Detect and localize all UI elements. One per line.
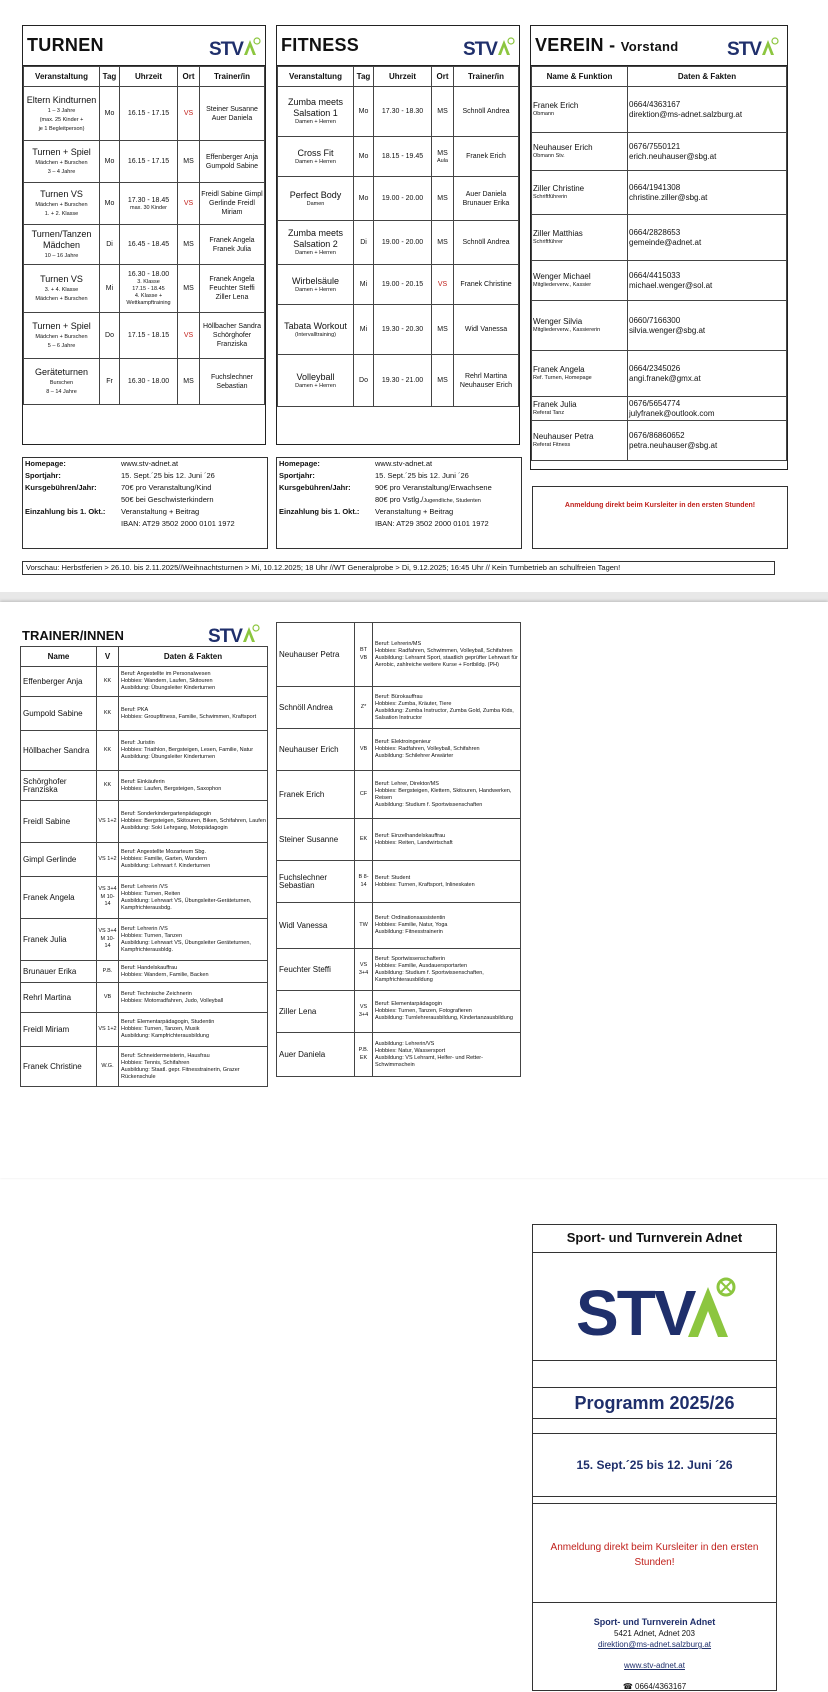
column-header: Veranstaltung	[24, 67, 100, 87]
trainer-group: B 8-14	[355, 861, 373, 903]
trainer-facts: Beruf: Elektroingenieur Hobbies: Radfahren, Volleyball, Schifahren Ausbildung: Schilehrer Anwärter	[373, 729, 521, 771]
table-row	[277, 729, 521, 771]
trainer-facts: Beruf: Bürokauffrau Hobbies: Zumba, Kräuter, Tiere Ausbildung: Zumba Instructor, Zumba Gold, Zumba Kids, Salsation Instructor	[373, 687, 521, 729]
day-cell: Mo	[100, 87, 120, 141]
trainer-cell: Schnöll Andrea	[454, 221, 519, 265]
fitness-title: FITNESS	[281, 35, 360, 55]
trainer-cell: Franek Angela Franek Julia	[200, 225, 265, 265]
table-row	[21, 877, 268, 919]
name-cell: Franek Julia Referat Tanz	[532, 397, 628, 421]
course-cell: Zumba meets Salsation 2 Damen + Herren	[278, 221, 354, 265]
trainer-facts: Beruf: Einzelhandelskauffrau Hobbies: Reiten, Landwirtschaft	[373, 819, 521, 861]
column-header: Name	[21, 647, 97, 667]
trainer-facts: Beruf: PKA Hobbies: Groupfitness, Familie, Schwimmen, Kraftsport	[119, 697, 268, 731]
table-row	[532, 171, 787, 215]
course-cell: Turnen VS 3. + 4. Klasse Mädchen + Burschen	[24, 265, 100, 313]
turnen-header	[23, 26, 265, 66]
course-cell: Eltern Kindturnen 1 – 3 Jahre (max. 25 Kinder + je 1 Begleitperson)	[24, 87, 100, 141]
trainer-group: VS 1+2	[97, 801, 119, 843]
table-row	[24, 141, 265, 183]
table-row	[278, 265, 519, 305]
trainer-cell: Widl Vanessa	[454, 305, 519, 355]
stva-logo	[463, 37, 515, 60]
trainer-name: Franek Julia	[21, 919, 97, 961]
day-cell: Fr	[100, 359, 120, 405]
table-row	[278, 221, 519, 265]
trainer-group: VB	[97, 983, 119, 1013]
table-row	[532, 397, 787, 421]
trainer-name: Effenberger Anja	[21, 667, 97, 697]
day-cell: Mo	[354, 87, 374, 137]
contact-phone: ☎ 0664/4363167	[622, 1682, 687, 1691]
email-link[interactable]: julyfranek@outlook.com	[629, 408, 715, 418]
contact-cell: 0676/7550121 erich.neuhauser@sbg.at	[628, 133, 787, 171]
stva-logo	[209, 37, 261, 60]
column-header: Trainer/in	[454, 67, 519, 87]
contact-block	[533, 1603, 776, 1692]
location-cell: MS	[432, 221, 454, 265]
table-row	[24, 87, 265, 141]
svg-text:STV: STV	[208, 626, 242, 647]
day-cell: Do	[100, 313, 120, 359]
trainer-group: VS 3+4	[355, 949, 373, 991]
time-cell: 18.15 - 19.45	[374, 137, 432, 177]
season-dates: 15. Sept.´25 bis 12. Juni ´26	[533, 1433, 776, 1497]
contact-web-link[interactable]: www.stv-adnet.at	[624, 1661, 685, 1670]
column-header: Ort	[178, 67, 200, 87]
contact-cell: 0676/5654774 julyfranek@outlook.com	[628, 397, 787, 421]
trainer-facts: Beruf: Sportwissenschafterin Hobbies: Familie, Ausdauersportarten Ausbildung: Studium f. Sportwissenschaften, Kampfrichterausbildung	[373, 949, 521, 991]
location-cell: VS	[178, 87, 200, 141]
name-cell: Wenger Michael Mitgliederverw., Kassier	[532, 261, 628, 301]
name-cell: Neuhauser Erich Obmann Stv.	[532, 133, 628, 171]
table-row	[278, 305, 519, 355]
name-cell: Wenger Silvia Mitgliederverw., Kassiererin	[532, 301, 628, 351]
trainer-cell: Rehrl Martina Neuhauser Erich	[454, 355, 519, 407]
trainer-name: Gimpl Gerlinde	[21, 843, 97, 877]
big-logo-area	[533, 1253, 776, 1361]
trainer-group: EK	[355, 819, 373, 861]
verein-panel	[530, 25, 788, 470]
table-row	[532, 301, 787, 351]
contact-cell: 0664/4363167 direktion@ms-adnet.salzburg.at	[628, 87, 787, 133]
table-row	[21, 697, 268, 731]
table-row	[21, 801, 268, 843]
trainer-group: P.B.	[97, 961, 119, 983]
trainer-name: Franek Christine	[21, 1047, 97, 1087]
trainer-name: Ziller Lena	[277, 991, 355, 1033]
location-cell: MS	[432, 177, 454, 221]
trainer-cell: Auer Daniela Brunauer Erika	[454, 177, 519, 221]
time-cell: 19.00 - 20.00	[374, 177, 432, 221]
trainer-cell: Franek Christine	[454, 265, 519, 305]
stva-big-logo	[576, 1275, 736, 1349]
day-cell: Di	[100, 225, 120, 265]
table-row	[21, 1047, 268, 1087]
table-row	[277, 819, 521, 861]
course-cell: Turnen/Tanzen Mädchen 10 – 16 Jahre	[24, 225, 100, 265]
email-link[interactable]: petra.neuhauser@sbg.at	[629, 440, 718, 450]
trainer-facts: Ausbildung: Lehrerin/VS Hobbies: Natur, Wassersport Ausbildung: VS Lehramt, Helfer- und Retter-Schwimmschein	[373, 1033, 521, 1077]
table-row	[21, 1013, 268, 1047]
table-row	[278, 177, 519, 221]
location-cell: MS	[178, 265, 200, 313]
time-cell: 17.15 - 18.15	[120, 313, 178, 359]
stva-logo	[208, 624, 260, 647]
trainer-facts: Beruf: Angestellte Mozarteum Sbg. Hobbies: Familie, Garten, Wandern Ausbildung: Lehrwart f. Kinderturnen	[119, 843, 268, 877]
table-row	[277, 991, 521, 1033]
svg-text:STV: STV	[463, 39, 497, 60]
table-row	[21, 731, 268, 771]
email-link[interactable]: gemeinde@adnet.at	[629, 237, 702, 247]
table-row	[24, 313, 265, 359]
contact-cell: 0664/4415033 michael.wenger@sol.at	[628, 261, 787, 301]
svg-text:STV: STV	[727, 39, 761, 60]
email-link[interactable]: silvia.wenger@sbg.at	[629, 325, 706, 335]
fitness-table	[277, 66, 519, 407]
verein-header	[531, 26, 787, 66]
table-row	[24, 265, 265, 313]
table-row	[21, 983, 268, 1013]
name-cell: Ziller Matthias Schriftführer	[532, 215, 628, 261]
time-cell: 16.15 - 17.15	[120, 87, 178, 141]
programm-title: Programm 2025/26	[533, 1387, 776, 1419]
time-cell: 16.30 - 18.00	[120, 359, 178, 405]
trainer-name: Rehrl Martina	[21, 983, 97, 1013]
course-cell: Cross Fit Damen + Herren	[278, 137, 354, 177]
anmeldung-note-2: Anmeldung direkt beim Kursleiter in den ersten Stunden!	[533, 1503, 776, 1603]
course-cell: Zumba meets Salsation 1 Damen + Herren	[278, 87, 354, 137]
time-cell: 16.15 - 17.15	[120, 141, 178, 183]
table-row	[532, 215, 787, 261]
trainer-name: Neuhauser Erich	[277, 729, 355, 771]
column-header: Daten & Fakten	[628, 67, 787, 87]
trainer-group: VS 3+4 M 10-14	[97, 919, 119, 961]
day-cell: Di	[354, 221, 374, 265]
trainer-group: VS 1+2	[97, 1013, 119, 1047]
location-cell: MS	[432, 305, 454, 355]
page-gap	[0, 592, 828, 602]
homepage-link[interactable]: www.stv-adnet.at	[121, 459, 179, 468]
time-cell: 19.00 - 20.00	[374, 221, 432, 265]
turnen-title: TURNEN	[27, 35, 104, 55]
trainer-name: Widl Vanessa	[277, 903, 355, 949]
name-cell: Neuhauser Petra Referat Fitness	[532, 421, 628, 461]
day-cell: Mo	[100, 141, 120, 183]
trainer-facts: Beruf: Sonderkindergartenpädagogin Hobbies: Bergsteigen, Skitouren, Biken, Schifahren, Laufen Ausbildung: Soki Lehrgang, Motopädagogin	[119, 801, 268, 843]
table-row	[278, 137, 519, 177]
trainer-cell: Effenberger Anja Gumpold Sabine	[200, 141, 265, 183]
email-link[interactable]: angi.franek@gmx.at	[629, 373, 701, 383]
email-link[interactable]: erich.neuhauser@sbg.at	[629, 151, 717, 161]
day-cell: Mi	[354, 265, 374, 305]
contact-cell: 0660/7166300 silvia.wenger@sbg.at	[628, 301, 787, 351]
trainer-group: KK	[97, 731, 119, 771]
course-cell: Perfect Body Damen	[278, 177, 354, 221]
day-cell: Mo	[100, 183, 120, 225]
trainer-cell: Freidl Sabine Gimpl Gerlinde Freidl Miriam	[200, 183, 265, 225]
trainer-facts: Beruf: Student Hobbies: Turnen, Kraftsport, Inlineskaten	[373, 861, 521, 903]
column-header: Trainer/in	[200, 67, 265, 87]
trainer-name: Neuhauser Petra	[277, 623, 355, 687]
trainer-facts: Beruf: Lehrer, Direktor/MS Hobbies: Bergsteigen, Klettern, Skitouren, Handwerken, Reisen Ausbildung: Studium f. Sportwissenschaften	[373, 771, 521, 819]
time-cell: 19.30 - 21.00	[374, 355, 432, 407]
verein-title: VEREIN - Vorstand	[535, 35, 679, 55]
time-cell: 16.30 - 18.00 3. Klasse 17.15 - 18.45 4. Klasse + Wettkampftraining	[120, 265, 178, 313]
table-row	[24, 183, 265, 225]
location-cell: MS	[432, 87, 454, 137]
contact-title: Sport- und Turnverein Adnet	[593, 1617, 716, 1627]
name-cell: Franek Erich Obmann	[532, 87, 628, 133]
column-header: Uhrzeit	[374, 67, 432, 87]
table-row	[532, 87, 787, 133]
table-row	[277, 687, 521, 729]
trainer-name: Schnöll Andrea	[277, 687, 355, 729]
trainer-cell: Fuchslechner Sebastian	[200, 359, 265, 405]
course-cell: Wirbelsäule Damen + Herren	[278, 265, 354, 305]
trainer-facts: Beruf: Handelskauffrau Hobbies: Wandern, Familie, Backen	[119, 961, 268, 983]
trainer-name: Feuchter Steffi	[277, 949, 355, 991]
day-cell: Mo	[354, 137, 374, 177]
trainer-facts: Beruf: Lehrerin/MS Hobbies: Radfahren, Schwimmen, Volleyball, Schifahren Ausbildung: Lehramt Sport, staatlich geprüfter Lehrwart für Aerobic, zahlreiche weitere Kurse + Fortbildg. (PH)	[373, 623, 521, 687]
table-row	[277, 623, 521, 687]
trainer-title: TRAINER/INNEN	[22, 628, 124, 643]
anmeldung-note: Anmeldung direkt beim Kursleiter in den ersten Stunden!	[532, 486, 788, 549]
trainer-name: Franek Angela	[21, 877, 97, 919]
trainer-name: Brunauer Erika	[21, 961, 97, 983]
table-row	[277, 861, 521, 903]
trainer-name: Schörghofer Franziska	[21, 771, 97, 801]
trainer-name: Freidl Miriam	[21, 1013, 97, 1047]
trainer-facts: Beruf: Lehrerin /VS Hobbies: Turnen, Tanzen Ausbildung: Lehrwart VS, Übungsleiter Geräteturnen, Kampfrichterausbldg.	[119, 919, 268, 961]
trainer-facts: Beruf: Schneidermeisterin, Hausfrau Hobbies: Tennis, Schifahren Ausbildung: Staatl. gepr. Fitnesstrainerin, Grazer Rückenschule	[119, 1047, 268, 1087]
course-cell: Volleyball Damen + Herren	[278, 355, 354, 407]
trainer-name: Auer Daniela	[277, 1033, 355, 1077]
table-row	[24, 225, 265, 265]
location-cell: MS	[178, 141, 200, 183]
table-row	[21, 961, 268, 983]
email-link[interactable]: michael.wenger@sol.at	[629, 280, 713, 290]
table-row	[21, 771, 268, 801]
location-cell: VS	[178, 313, 200, 359]
column-header: Veranstaltung	[278, 67, 354, 87]
time-cell: 19.00 - 20.15	[374, 265, 432, 305]
contact-cell: 0664/2345026 angi.franek@gmx.at	[628, 351, 787, 397]
trainer-table-left	[20, 646, 268, 1087]
table-row	[532, 421, 787, 461]
trainer-group: KK	[97, 771, 119, 801]
info-turnen: Homepage: www.stv-adnet.at Sportjahr: 15. Sept.´25 bis 12. Juni ´26 Kursgebühren/Jahr: 70€ pro Veranstaltung/Kind 50€ bei Geschwisterkindern Einzahlung bis 1. Okt.: Veranstaltung + Beitrag IBAN: AT29 3502 2000 0101 1972	[22, 457, 268, 549]
table-row	[277, 949, 521, 991]
table-row	[277, 1033, 521, 1077]
info-fitness: Homepage: www.stv-adnet.at Sportjahr: 15. Sept.´25 bis 12. Juni ´26 Kursgebühren/Jahr: 90€ pro Veranstaltung/Erwachsene 80€ pro Vstlg./Jugendliche, Studenten Einzahlung bis 1. Okt.: Veranstaltung + Beitrag IBAN: AT29 3502 2000 0101 1972	[276, 457, 522, 549]
time-cell: 19.30 - 20.30	[374, 305, 432, 355]
contact-address: 5421 Adnet, Adnet 203	[614, 1629, 695, 1638]
turnen-table	[23, 66, 265, 405]
trainer-facts: Beruf: Lehrerin /VS Hobbies: Turnen, Reiten Ausbildung: Lehrwart VS, Übungsleiter-Geräteturnen, Kampfrichterausbdg.	[119, 877, 268, 919]
table-row	[21, 843, 268, 877]
column-header: Ort	[432, 67, 454, 87]
trainer-facts: Beruf: Juristin Hobbies: Triathlon, Bergsteigen, Lesen, Familie, Natur Ausbildung: Übungsleiter Kinderturnen	[119, 731, 268, 771]
page-programm-front	[0, 0, 828, 592]
location-cell: MS	[178, 359, 200, 405]
trainer-cell: Steiner Susanne Auer Daniela	[200, 87, 265, 141]
trainer-name: Höllbacher Sandra	[21, 731, 97, 771]
trainer-group: Z*	[355, 687, 373, 729]
trainer-header	[22, 622, 266, 646]
fitness-header	[277, 26, 519, 66]
table-row	[278, 355, 519, 407]
course-cell: Turnen + Spiel Mädchen + Burschen 5 – 6 Jahre	[24, 313, 100, 359]
trainer-table-right	[276, 622, 521, 1077]
location-cell: MS	[432, 355, 454, 407]
email-link[interactable]: christine.ziller@sbg.at	[629, 192, 708, 202]
time-cell: 17.30 - 18.30	[374, 87, 432, 137]
day-cell: Mi	[354, 305, 374, 355]
page-programm-back	[0, 602, 828, 1691]
name-cell: Franek Angela Ref. Turnen, Homepage	[532, 351, 628, 397]
table-row	[21, 667, 268, 697]
trainer-group: P.B. EK	[355, 1033, 373, 1077]
trainer-name: Gumpold Sabine	[21, 697, 97, 731]
course-cell: Tabata Workout (Intervalltraining)	[278, 305, 354, 355]
trainer-cell: Franek Erich	[454, 137, 519, 177]
trainer-name: Fuchslechner Sebastian	[277, 861, 355, 903]
table-row	[532, 261, 787, 301]
trainer-facts: Beruf: Einkäuferin Hobbies: Laufen, Bergsteigen, Saxophon	[119, 771, 268, 801]
table-row	[532, 133, 787, 171]
trainer-facts: Beruf: Elementarpädagogin Hobbies: Turnen, Tanzen, Fotografieren Ausbildung: Turnlehrerausbildung, Kindertanzausbildung	[373, 991, 521, 1033]
column-header: Name & Funktion	[532, 67, 628, 87]
trainer-group: BT VB	[355, 623, 373, 687]
trainer-group: TW	[355, 903, 373, 949]
table-row	[277, 771, 521, 819]
course-cell: Turnen + Spiel Mädchen + Burschen 3 – 4 Jahre	[24, 141, 100, 183]
turnen-panel	[22, 25, 266, 445]
day-cell: Mo	[354, 177, 374, 221]
club-name: Sport- und Turnverein Adnet	[533, 1225, 776, 1253]
day-cell: Do	[354, 355, 374, 407]
column-header: Tag	[100, 67, 120, 87]
contact-cell: 0676/86860652 petra.neuhauser@sbg.at	[628, 421, 787, 461]
location-cell: VS	[178, 183, 200, 225]
location-cell: VS	[432, 265, 454, 305]
trainer-group: VS 3+4	[355, 991, 373, 1033]
trainer-cell: Franek Angela Feuchter Steffi Ziller Lena	[200, 265, 265, 313]
trainer-group: VS 3+4 M 10-14	[97, 877, 119, 919]
table-row	[277, 903, 521, 949]
trainer-group: CF	[355, 771, 373, 819]
verein-table	[531, 66, 787, 461]
email-link[interactable]: direktion@ms-adnet.salzburg.at	[629, 109, 743, 119]
vorschau-bar: Vorschau: Herbstferien > 26.10. bis 2.11.2025//Weihnachtsturnen > Mi, 10.12.2025; 18 Uhr //WT Generalprobe > Di, 9.12.2025; 16:45 Uhr // Kein Turnbetrieb an schulfreien Tagen!	[22, 561, 775, 575]
contact-cell: 0664/2828653 gemeinde@adnet.at	[628, 215, 787, 261]
table-row	[24, 359, 265, 405]
trainer-group: KK	[97, 667, 119, 697]
table-row	[532, 351, 787, 397]
trainer-facts: Beruf: Angestellte im Personalwesen Hobbies: Wandern, Laufen, Skitouren Ausbildung: Übungsleiter Kinderturnen	[119, 667, 268, 697]
time-cell: 17.30 - 18.45 max. 30 Kinder	[120, 183, 178, 225]
contact-cell: 0664/1941308 christine.ziller@sbg.at	[628, 171, 787, 215]
course-cell: Geräteturnen Burschen 8 – 14 Jahre	[24, 359, 100, 405]
table-row	[278, 87, 519, 137]
trainer-group: VS 1+2	[97, 843, 119, 877]
trainer-facts: Beruf: Elementarpädagogin, Studentin Hobbies: Turnen, Tanzen, Musik Ausbildung: Kampfrichterausbildung	[119, 1013, 268, 1047]
trainer-group: VB	[355, 729, 373, 771]
trainer-name: Freidl Sabine	[21, 801, 97, 843]
svg-text:STV: STV	[576, 1277, 695, 1349]
day-cell: Mi	[100, 265, 120, 313]
trainer-facts: Beruf: Technische Zeichnerin Hobbies: Motorradfahren, Judo, Volleyball	[119, 983, 268, 1013]
trainer-group: W.G.	[97, 1047, 119, 1087]
trainer-name: Franek Erich	[277, 771, 355, 819]
trainer-cell: Höllbacher Sandra Schörghofer Franziska	[200, 313, 265, 359]
table-row	[21, 919, 268, 961]
contact-email-link[interactable]: direktion@ms-adnet.salzburg.at	[597, 1640, 712, 1649]
column-header: Tag	[354, 67, 374, 87]
column-header: V	[97, 647, 119, 667]
club-info-panel	[532, 1224, 777, 1691]
name-cell: Ziller Christine Schriftführerin	[532, 171, 628, 215]
location-cell: MS Aula	[432, 137, 454, 177]
column-header: Uhrzeit	[120, 67, 178, 87]
stva-logo	[727, 37, 779, 60]
trainer-group: KK	[97, 697, 119, 731]
trainer-name: Steiner Susanne	[277, 819, 355, 861]
trainer-facts: Beruf: Ordinationsassistentin Hobbies: Familie, Natur, Yoga Ausbildung: Fitnesstrainerin	[373, 903, 521, 949]
time-cell: 16.45 - 18.45	[120, 225, 178, 265]
location-cell: MS	[178, 225, 200, 265]
svg-text:STV: STV	[209, 39, 243, 60]
homepage-link[interactable]: www.stv-adnet.at	[375, 459, 433, 468]
column-header: Daten & Fakten	[119, 647, 268, 667]
trainer-cell: Schnöll Andrea	[454, 87, 519, 137]
fitness-panel	[276, 25, 520, 445]
course-cell: Turnen VS Mädchen + Burschen 1. + 2. Klasse	[24, 183, 100, 225]
